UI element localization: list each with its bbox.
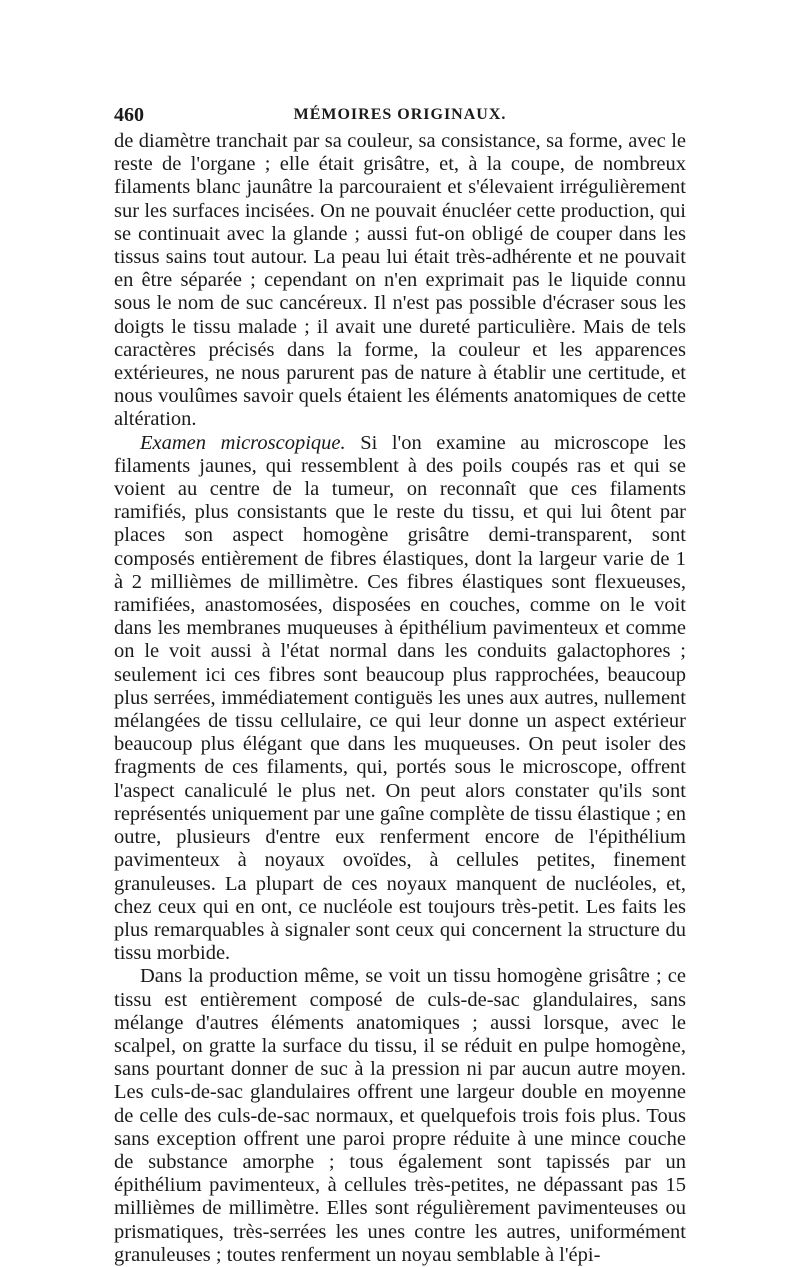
book-page (114, 100, 686, 1266)
paragraph-text: Dans la production même, se voit un tissu homogène grisâtre ; ce tissu est entièrement composé de culs-de-sac glandulaires, sans mélange d'autres éléments anatomiques ; aussi lorsque, avec le scalpel, on gratte la surface du tissu, il se réduit en pulpe homogène, sans pourtant donner de suc à la pression ni par aucun autre moyen. Les culs-de-sac glandulaires offrent une largeur double en moyenne de celle des culs-de-sac normaux, et quelquefois trois fois plus. Tous sans exception offrent une paroi propre réduite à une mince couche de substance amorphe ; tous également sont tapissés par un épithélium pavimenteux, à cellules très-petites, ne dépassant pas 15 millièmes de millimètre. Elles sont régulièrement pavimenteuses ou prismatiques, très-serrées les unes contre les autres, uniformément granuleuses ; toutes renferment un noyau semblable à l'épi- (114, 965, 686, 1266)
paragraph-1 (114, 130, 686, 432)
paragraph-text: Si l'on examine au microscope les filaments jaunes, qui ressemblent à des poils coupés ras et qui se voient au centre de la tumeur, on reconnaît que ces filaments ramifiés, plus consistants que le reste du tissu, et qui lui ôtent par places son aspect homogène grisâtre demi-transparent, sont composés entièrement de fibres élastiques, dont la largeur varie de 1 à 2 millièmes de millimètre. Ces fibres élastiques sont flexueuses, ramifiées, anastomosées, disposées en couches, comme on le voit dans les membranes muqueuses à épithélium pavimenteux et comme on le voit aussi à l'état normal dans les conduits galactophores ; seulement ici ces fibres sont beaucoup plus rapprochées, beaucoup plus serrées, immédiatement contiguës les unes aux autres, nullement mélangées de tissu cellulaire, ce qui leur donne un aspect extérieur beaucoup plus élégant que dans les muqueuses. On peut isoler des fragments de ces filaments, qui, portés sous le microscope, offrent l'aspect canaliculé le plus net. On peut alors constater qu'ils sont représentés uniquement par une gaîne complète de tissu élastique ; en outre, plusieurs d'entre eux renferment encore de l'épithélium pavimenteux à noyaux ovoïdes, à cellules petites, finement granuleuses. La plupart de ces noyaux manquent de nucléoles, et, chez ceux qui en ont, ce nucléole est toujours très-petit. Les faits les plus remarquables à signaler sont ceux qui concernent la structure du tissu morbide. (114, 431, 686, 965)
page-header (114, 100, 686, 130)
running-title: MÉMOIRES ORIGINAUX. (293, 106, 507, 123)
paragraph-2 (114, 432, 686, 966)
paragraph-3 (114, 965, 686, 1267)
body-text (114, 130, 686, 1267)
page-number: 460 (114, 104, 144, 126)
section-lead: Examen microscopique. (140, 431, 346, 454)
paragraph-text: de diamètre tranchait par sa couleur, sa consistance, sa forme, avec le reste de l'organe ; elle était grisâtre, et, à la coupe, de nombreux filaments blanc jaunâtre la parcouraient et s'élevaient irrégulièrement sur les surfaces incisées. On ne pouvait énucléer cette production, qui se continuait avec la glande ; aussi fut-on obligé de couper dans les tissus sains tout autour. La peau lui était très-adhérente et ne pouvait en être séparée ; cependant on n'en exprimait pas le liquide connu sous le nom de suc cancéreux. Il n'est pas possible d'écraser sous les doigts le tissu malade ; il avait une dureté particulière. Mais de tels caractères précisés dans la forme, la couleur et les apparences extérieures, ne nous parurent pas de nature à établir une certitude, et nous voulûmes savoir quels étaient les éléments anatomiques de cette altération. (114, 130, 686, 431)
